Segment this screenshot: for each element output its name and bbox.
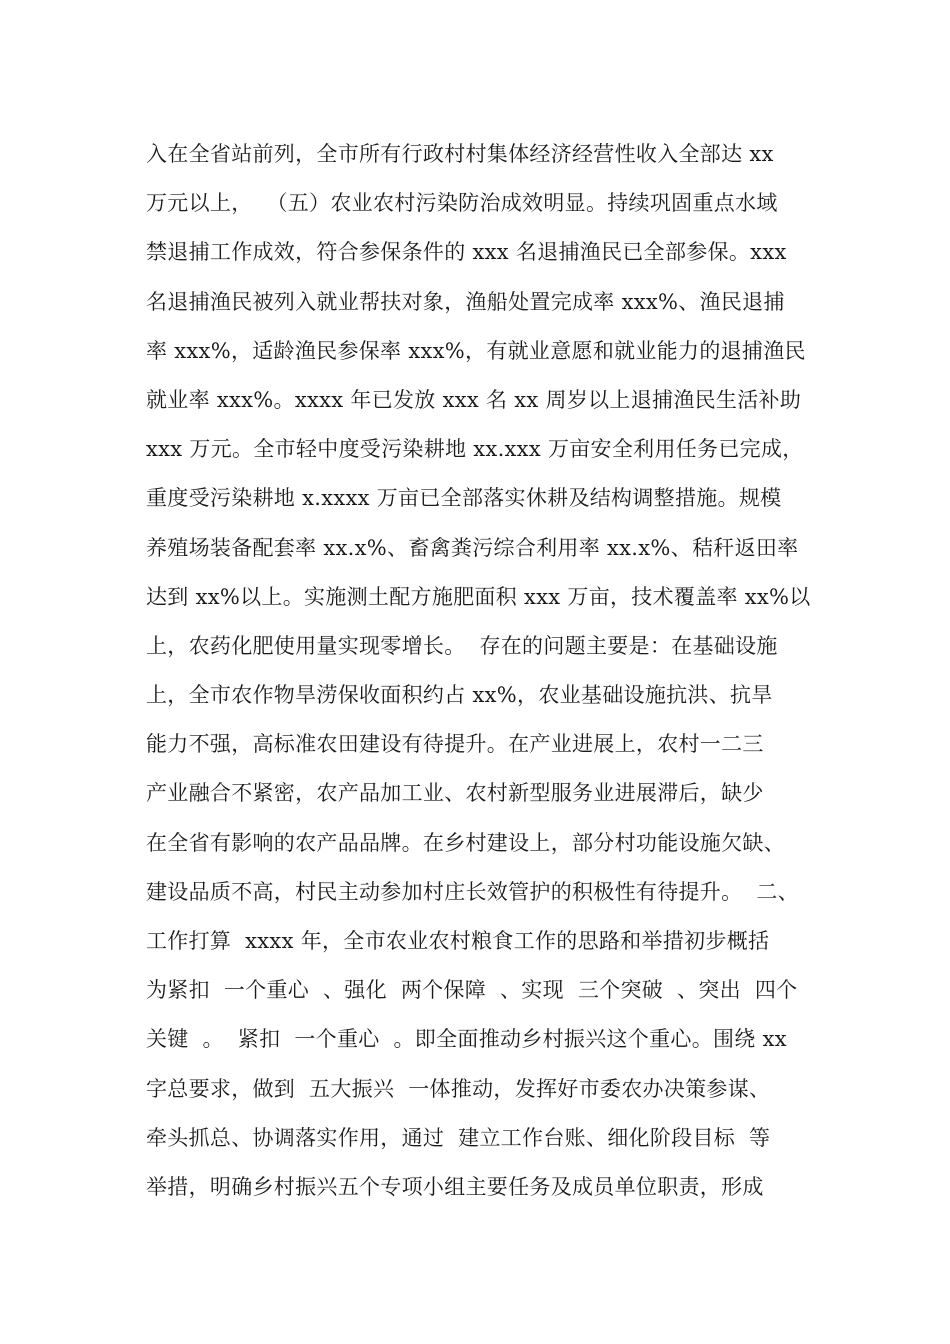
text-line: 达到 xx%以上。实施测土配方施肥面积 xxx 万亩，技术覆盖率 xx%以 [146, 584, 811, 609]
text-line: 举措，明确乡村振兴五个专项小组主要任务及成员单位职责，形成 [146, 1174, 764, 1199]
text-line: 能力不强，高标准农田建设有待提升。在产业进展上，农村一二三 [146, 732, 764, 757]
text-line: 产业融合不紧密，农产品加工业、农村新型服务业进展滞后，缺少 [146, 781, 764, 806]
text-line: 入在全省站前列，全市所有行政村村集体经济经营性收入全部达 xx [146, 142, 774, 166]
text-line: 工作打算 xxxx 年，全市农业农村粮食工作的思路和举措初步概括 [146, 929, 770, 953]
text-line: 养殖场装备配套率 xx.x%、畜禽粪污综合利用率 xx.x%、秸秆返田率 [146, 535, 799, 560]
text-line: 名退捕渔民被列入就业帮扶对象，渔船处置完成率 xxx%、渔民退捕 [146, 289, 785, 314]
text-line: 就业率 xxx%。xxxx 年已发放 xxx 名 xx 周岁以上退捕渔民生活补助 [146, 387, 802, 412]
text-line: 重度受污染耕地 x.xxxx 万亩已全部落实休耕及结构调整措施。规模 [146, 486, 782, 511]
text-line: 字总要求，做到 五大振兴 一体推动，发挥好市委农办决策参谋、 [146, 1076, 771, 1101]
text-line: xxx 万元。全市轻中度受污染耕地 xx.xxx 万亩安全利用任务已完成， [146, 437, 804, 462]
text-line: 上，农药化肥使用量实现零增长。 存在的问题主要是：在基础设施 [146, 633, 778, 658]
text-line: 万元以上， （五）农业农村污染防治成效明显。持续巩固重点水域 [146, 191, 778, 216]
text-line: 在全省有影响的农产品品牌。在乡村建设上，部分村功能设施欠缺、 [146, 830, 785, 855]
text-line: 关键 。 紧扣 一个重心 。即全面推动乡村振兴这个重心。围绕 xx [146, 1027, 787, 1052]
text-line: 上，全市农作物旱涝保收面积约占 xx%，农业基础设施抗洪、抗旱 [146, 683, 773, 708]
body-text [146, 130, 816, 1212]
text-line: 率 xxx%，适龄渔民参保率 xxx%，有就业意愿和就业能力的退捕渔民 [146, 338, 806, 363]
text-line: 为紧扣 一个重心 、强化 两个保障 、实现 三个突破 、突出 四个 [146, 978, 798, 1003]
text-line: 牵头抓总、协调落实作用，通过 建立工作台账、细化阶段目标 等 [146, 1125, 771, 1150]
text-line: 禁退捕工作成效，符合参保条件的 xxx 名退捕渔民已全部参保。xxx [146, 240, 787, 265]
text-line: 建设品质不高，村民主动参加村庄长效管护的积极性有待提升。 二、 [146, 879, 799, 904]
